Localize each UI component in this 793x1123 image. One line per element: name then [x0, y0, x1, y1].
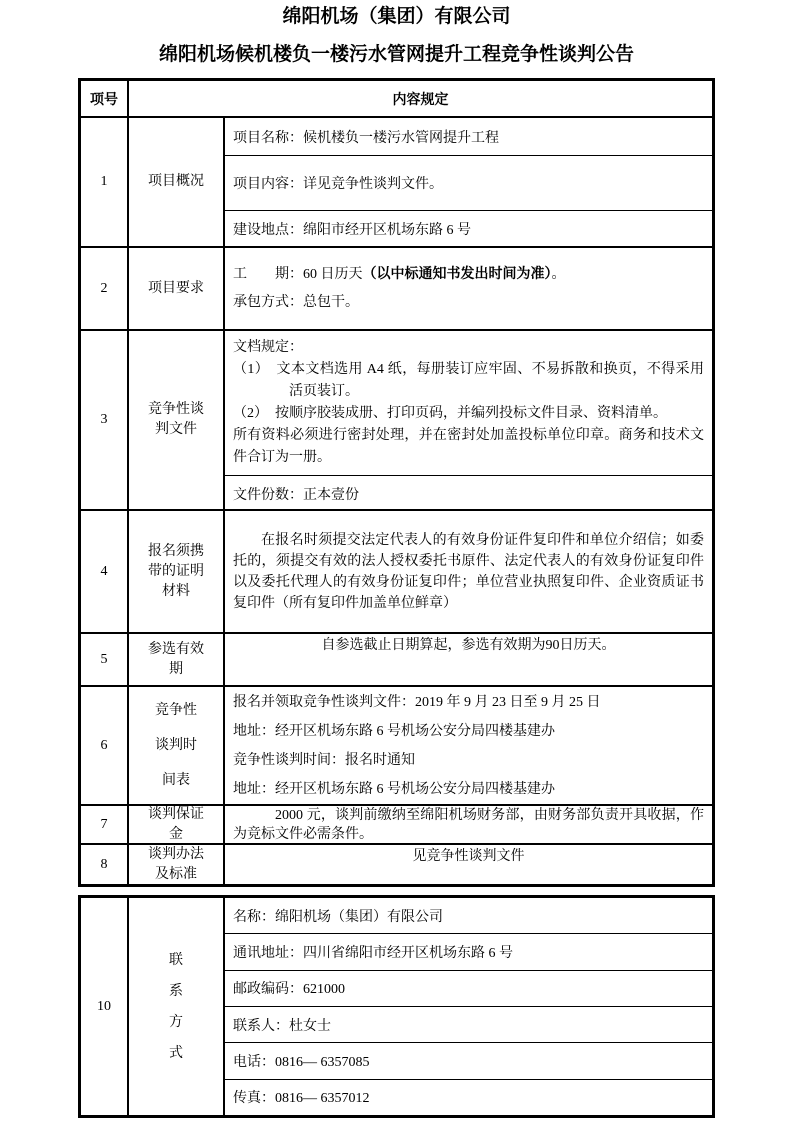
- row2-label: 项目要求: [129, 248, 225, 329]
- row-negotiation-method: [81, 843, 712, 884]
- row8-label: 谈判办法及标准: [129, 845, 225, 884]
- row-deposit: [81, 804, 712, 843]
- row3-label: 竞争性谈判文件: [129, 331, 225, 509]
- doc-rules-item2: （2） 按顺序胶装成册、打印页码，并编列投标文件目录、资料清单。: [233, 406, 667, 421]
- project-requirements-cell: [225, 248, 712, 329]
- row2-number: 2: [81, 248, 129, 329]
- row1-number: 1: [81, 118, 129, 246]
- deposit-text: 2000 元，谈判前缴纳至绵阳机场财务部，由财务部负责开具收据，作为竞标文件必需条件。: [233, 807, 704, 842]
- contact-table: [78, 895, 715, 1118]
- row4-label: 报名须携带的证明材料: [129, 511, 225, 632]
- validity-period-cell: 自参选截止日期算起，参选有效期为90日历天。: [321, 638, 616, 653]
- negotiation-schedule-cell: [225, 687, 712, 804]
- row1-label: 项目概况: [129, 118, 225, 246]
- schedule-line: 地址：经开区机场东路 6 号机场公安分局四楼基建办: [233, 781, 555, 797]
- contact-name-cell: 名称：绵阳机场（集团）有限公司: [233, 909, 443, 925]
- schedule-line: 地址：经开区机场东路 6 号机场公安分局四楼基建办: [233, 723, 555, 739]
- copies-cell: 文件份数：正本壹份: [225, 475, 712, 512]
- header-row: [81, 81, 712, 116]
- doc-rules-sealing: 所有资料必须进行密封处理，并在密封处加盖投标单位印章。商务和技术文件合订为一册。: [233, 428, 704, 465]
- row-validity-period: [81, 632, 712, 685]
- contact-number: 10: [81, 898, 129, 1115]
- row8-number: 8: [81, 845, 129, 884]
- row3-number: 3: [81, 331, 129, 509]
- doc-rules-title: 文档规定：: [233, 340, 303, 355]
- project-content-cell: 项目内容：详见竞争性谈判文件。: [225, 155, 712, 210]
- row4-number: 4: [81, 511, 129, 632]
- row-contact-info: [81, 898, 712, 1115]
- negotiation-method-cell: 见竞争性谈判文件: [412, 849, 525, 864]
- contract-mode-line: 承包方式：总包干。: [233, 294, 359, 310]
- row-required-materials: [81, 509, 712, 632]
- doc-subtitle: 绵阳机场候机楼负一楼污水管网提升工程竞争性谈判公告: [158, 44, 634, 65]
- doc-title: 绵阳机场（集团）有限公司: [282, 6, 511, 27]
- document-rules-cell: [225, 331, 712, 475]
- contact-address-cell: 通讯地址：四川省绵阳市经开区机场东路 6 号: [225, 933, 712, 969]
- header-content-cell: 内容规定: [392, 92, 449, 108]
- required-materials-cell: [225, 511, 712, 632]
- header-item-no-cell: 项号: [81, 81, 129, 116]
- required-materials-text: 在报名时须提交法定代表人的有效身份证件复印件和单位介绍信；如委托的，须提交有效的法人授权委托书原件、法定代表人的有效身份证复印件以及委托代理人的有效身份证复印件；单位营业执照复印件、企业资质证书复印件（所有复印件加盖单位鲜章）: [233, 532, 704, 611]
- deposit-cell: [225, 806, 712, 843]
- phone-cell: 电话：0816— 6357085: [225, 1042, 712, 1078]
- row5-label: 参选有效期: [129, 634, 225, 685]
- project-name-cell: 项目名称：候机楼负一楼污水管网提升工程: [233, 130, 499, 146]
- postal-code-cell: 邮政编码：621000: [225, 970, 712, 1006]
- schedule-line: 竞争性谈判时间：报名时通知: [233, 752, 415, 768]
- row7-label: 谈判保证金: [129, 806, 225, 843]
- row-project-overview: [81, 116, 712, 246]
- row6-label: 竞争性 谈判时 间表: [129, 687, 225, 804]
- row-negotiation-documents: [81, 329, 712, 509]
- row5-number: 5: [81, 634, 129, 685]
- fax-cell: 传真：0816— 6357012: [225, 1079, 712, 1115]
- contact-label: 联 系 方 式: [129, 898, 225, 1115]
- doc-rules-item1: （1） 文本文档选用 A4 纸，每册装订应牢固、不易拆散和换页，不得采用活页装订。: [233, 362, 704, 399]
- row-negotiation-schedule: [81, 685, 712, 804]
- contact-person-cell: 联系人：杜女士: [225, 1006, 712, 1042]
- schedule-line: 报名并领取竞争性谈判文件：2019 年 9 月 23 日至 9 月 25 日: [233, 694, 601, 710]
- duration-line: 工 期：60 日历天（以中标通知书发出时间为准）。: [233, 266, 566, 282]
- row6-number: 6: [81, 687, 129, 804]
- construction-site-cell: 建设地点：绵阳市经开区机场东路 6 号: [225, 210, 712, 246]
- main-table: [78, 78, 715, 887]
- row7-number: 7: [81, 806, 129, 843]
- row-project-requirements: [81, 246, 712, 329]
